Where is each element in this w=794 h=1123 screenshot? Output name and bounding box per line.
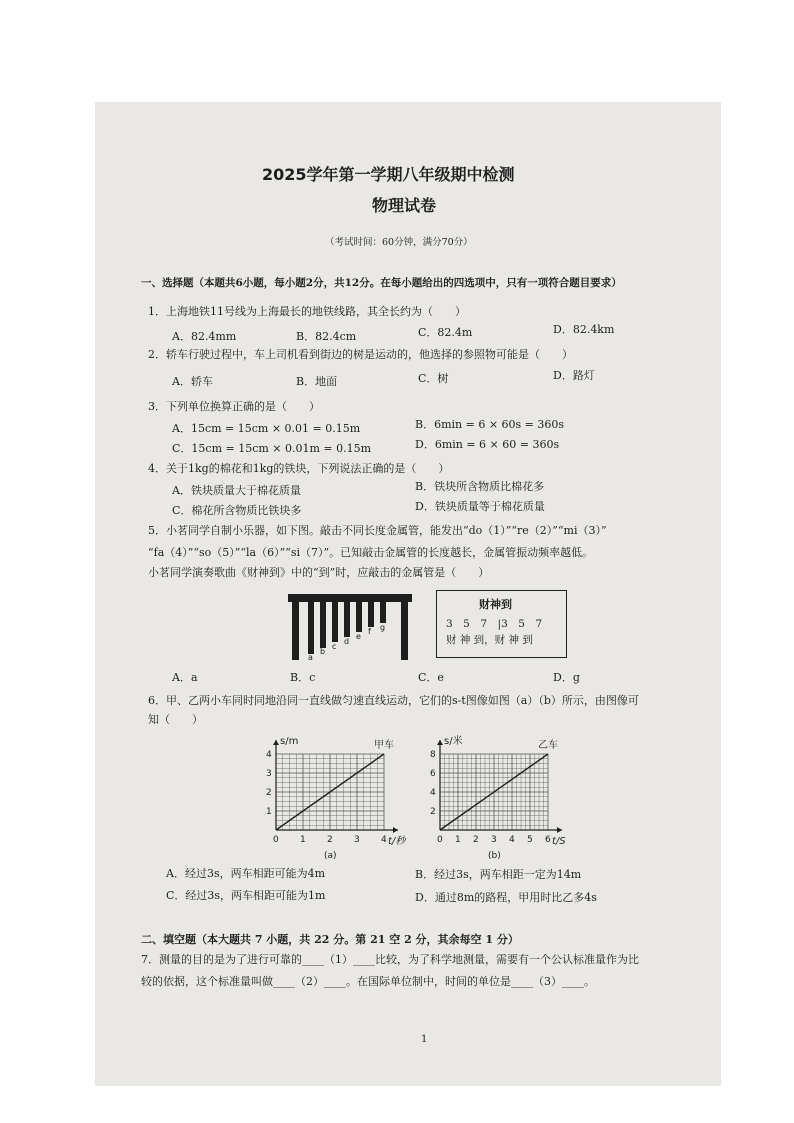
q3-option-b: B．6min = 6 × 60s = 360s	[415, 418, 565, 431]
tube-g	[380, 602, 386, 623]
page-number: 1	[421, 1034, 428, 1045]
chart-b-y-tick-label: 4	[430, 788, 436, 798]
q1-option-b: B．82.4cm	[296, 330, 357, 343]
chart-a-y-tick-label: 4	[266, 750, 272, 760]
exam-title: 2025学年第一学期八年级期中检测	[262, 165, 515, 184]
chart-a-caption: (a)	[324, 851, 337, 861]
chart-b-title: 乙车	[538, 740, 558, 751]
chart-a-x-tick-label: 4	[381, 835, 387, 845]
chart-a-x-arrow	[393, 827, 398, 833]
chart-b-x-tick-label: 6	[545, 835, 551, 845]
q4-option-d: D．铁块质量等于棉花质量	[415, 500, 545, 513]
tube-f	[368, 602, 374, 627]
q4-option-b: B．铁块所含物质比棉花多	[415, 480, 545, 493]
tube-a	[308, 602, 314, 654]
q4-option-a: A．铁块质量大于棉花质量	[172, 484, 301, 497]
q5-line1: 5．小茗同学自制小乐器，如下图。敲击不同长度金属管，能发出“do（1）”“re（2）”“mi（3）”	[148, 524, 607, 537]
q6-option-c: C．经过3s，两车相距可能为1m	[166, 889, 326, 902]
score-title: 财神到	[479, 598, 512, 611]
chart-b-x-tick-label: 0	[437, 835, 443, 845]
exam-subtitle: 物理试卷	[372, 196, 437, 215]
chart-b-y-tick-label: 2	[430, 807, 436, 817]
chart-b-x-tick-label: 4	[509, 835, 515, 845]
q3-option-c: C．15cm = 15cm × 0.01m = 0.15m	[172, 442, 372, 455]
score-notes: 3 5 7 |3 5 7	[446, 618, 543, 630]
q5-option-c: C．e	[418, 671, 444, 684]
chart-b-x-tick-label: 5	[527, 835, 533, 845]
tube-label-e: e	[356, 632, 361, 641]
chart-a-x-tick-label: 2	[327, 835, 333, 845]
q2-option-a: A．轿车	[172, 375, 213, 388]
tube-label-a: a	[308, 653, 313, 662]
chart-a-y-arrow	[273, 740, 279, 745]
chart-b-x-arrow	[557, 827, 562, 833]
chart-a-y-tick-label: 3	[266, 769, 272, 779]
chart-b	[420, 732, 582, 862]
chart-b-ylabel: s/米	[444, 736, 463, 747]
chart-a-ylabel: s/m	[280, 736, 299, 747]
q5-line3: 小茗同学演奏歌曲《财神到》中的“到”时，应敲击的金属管是（ ）	[148, 566, 490, 579]
q7-line2: 较的依据，这个标准量叫做____（2）____。在国际单位制中，时间的单位是____（3）____。	[141, 975, 595, 988]
q1-option-d: D．82.4km	[553, 323, 615, 336]
q3-option-d: D．6min = 6 × 60 = 360s	[415, 438, 560, 451]
q3-stem: 3．下列单位换算正确的是（ ）	[148, 400, 320, 413]
tube-label-f: f	[368, 627, 371, 636]
q6-line2: 知（ ）	[148, 713, 203, 726]
exam-info: （考试时间：60分钟，满分70分）	[325, 237, 473, 248]
chart-a-title: 甲车	[374, 740, 394, 751]
tube-label-g: g	[380, 623, 386, 632]
chart-a-y-tick-label: 1	[266, 807, 272, 817]
q3-option-a: A．15cm = 15cm × 0.01 = 0.15m	[172, 422, 361, 435]
tube-e	[356, 602, 362, 632]
q5-line2: “fa（4）”“so（5）”“la（6）”“si（7）”。已知敲击金属管的长度越长，金属管振动频率越低。	[148, 546, 594, 559]
q5-option-a: A．a	[172, 671, 198, 684]
q5-option-b: B．c	[290, 671, 316, 684]
chart-a-xlabel: t/秒	[388, 836, 406, 847]
chart-b-x-tick-label: 1	[455, 835, 461, 845]
chart-a-x-tick-label: 3	[354, 835, 360, 845]
chart-a	[256, 732, 418, 862]
chart-b-x-tick-label: 2	[473, 835, 479, 845]
q2-option-c: C．树	[418, 372, 449, 385]
chart-b-xlabel: t/S	[552, 836, 566, 847]
tube-b	[320, 602, 326, 648]
q6-option-b: B．经过3s，两车相距一定为14m	[415, 868, 582, 881]
tube-label-d: d	[344, 637, 350, 646]
tube-d	[344, 602, 350, 637]
q2-option-d: D．路灯	[553, 369, 595, 382]
instrument-top-bar	[288, 594, 412, 602]
q1-option-a: A．82.4mm	[172, 330, 237, 343]
chart-b-caption: (b)	[488, 851, 501, 861]
q4-option-c: C．棉花所含物质比铁块多	[172, 504, 302, 517]
tube-c	[332, 602, 338, 642]
q6-option-a: A．经过3s，两车相距可能为4m	[166, 867, 326, 880]
q7-line1: 7．测量的目的是为了进行可靠的____（1）____比较，为了科学地测量，需要有一个公认标准量作为比	[141, 953, 639, 966]
score-lyrics: 财 神 到，财 神 到	[446, 634, 533, 646]
instrument-left-post	[292, 600, 299, 660]
q2-option-b: B．地面	[296, 375, 338, 388]
chart-a-y-tick-label: 2	[266, 788, 272, 798]
chart-b-y-tick-label: 6	[430, 769, 436, 779]
chart-a-x-tick-label: 0	[273, 835, 279, 845]
q1-stem: 1．上海地铁11号线为上海最长的地铁线路，其全长约为（ ）	[148, 305, 466, 318]
tube-label-c: c	[332, 642, 337, 651]
section1-heading: 一、选择题（本题共6小题，每小题2分，共12分。在每小题给出的四选项中，只有一项符合题目要求）	[141, 277, 622, 289]
chart-b-y-arrow	[437, 740, 443, 745]
section2-heading: 二、填空题（本大题共 7 小题，共 22 分。第 21 空 2 分，其余每空 1 分）	[141, 933, 519, 946]
tube-instrument-figure	[288, 594, 412, 662]
q6-line1: 6．甲、乙两小车同时同地沿同一直线做匀速直线运动，它们的s-t图像如图（a）（b）所示，由图像可	[148, 694, 639, 707]
q1-option-c: C．82.4m	[418, 326, 473, 339]
instrument-right-post	[401, 600, 408, 660]
chart-b-y-tick-label: 8	[430, 750, 436, 760]
chart-b-x-tick-label: 3	[491, 835, 497, 845]
q2-stem: 2．轿车行驶过程中，车上司机看到街边的树是运动的，他选择的参照物可能是（ ）	[148, 348, 573, 361]
q4-stem: 4．关于1kg的棉花和1kg的铁块，下列说法正确的是（ ）	[148, 462, 450, 475]
q6-option-d: D．通过8m的路程，甲用时比乙多4s	[415, 891, 597, 904]
q5-option-d: D．g	[553, 671, 580, 684]
chart-a-x-tick-label: 1	[300, 835, 306, 845]
tube-label-b: b	[320, 647, 326, 656]
